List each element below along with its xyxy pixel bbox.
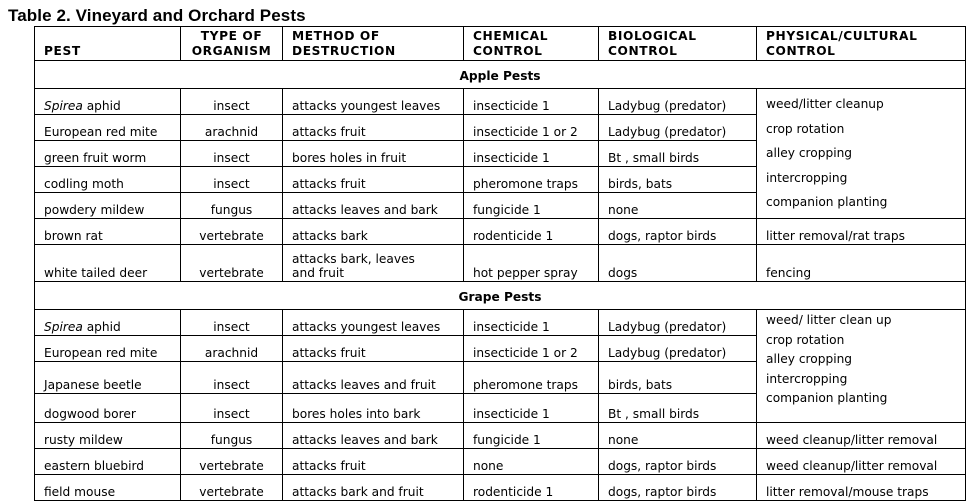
grape-section-header (35, 282, 966, 310)
table-row (35, 475, 966, 501)
organism-type-cell: fungus (181, 423, 283, 449)
organism-type-cell: arachnid (181, 115, 283, 141)
header-pest: PEST (35, 27, 181, 61)
method-cell: attacks fruit (283, 449, 464, 475)
pest-cell (35, 423, 181, 449)
header-physical: PHYSICAL/CULTURAL CONTROL (757, 27, 966, 61)
physical-control-cell: weed cleanup/litter removal (757, 449, 966, 475)
method-cell: attacks leaves and bark (283, 193, 464, 219)
chemical-control-cell: insecticide 1 (464, 89, 599, 115)
biological-control-cell: dogs, raptor birds (599, 219, 757, 245)
header-chemical: CHEMICAL CONTROL (464, 27, 599, 61)
physical-control-group (757, 310, 966, 423)
pest-name: European red mite (44, 125, 158, 139)
physical-control-item: companion planting (766, 195, 888, 209)
physical-control-item: weed/litter cleanup (766, 97, 884, 111)
biological-control-cell: none (599, 423, 757, 449)
pest-cell (35, 89, 181, 115)
physical-control-item: intercropping (766, 170, 848, 185)
method-cell: attacks youngest leaves (283, 89, 464, 115)
physical-control-item: alley cropping (766, 146, 853, 160)
pest-genus: Spirea (44, 99, 83, 113)
biological-control-cell: dogs (599, 245, 757, 282)
physical-control-cell: litter removal/rat traps (757, 219, 966, 245)
chemical-control-cell: insecticide 1 (464, 141, 599, 167)
table-row (35, 219, 966, 245)
chemical-control-cell: none (464, 449, 599, 475)
section-title: Apple Pests (35, 61, 966, 89)
table-row (35, 423, 966, 449)
physical-control-item: crop rotation (766, 121, 845, 136)
method-line: and fruit (292, 266, 344, 280)
table-row (35, 449, 966, 475)
organism-type-cell: fungus (181, 193, 283, 219)
physical-control-item: crop rotation (766, 332, 845, 347)
organism-type-cell: vertebrate (181, 449, 283, 475)
method-cell (283, 245, 464, 282)
organism-type-cell: insect (181, 167, 283, 193)
pest-name: dogwood borer (44, 407, 136, 421)
pest-cell (35, 449, 181, 475)
header-type: TYPE OF ORGANISM (181, 27, 283, 61)
header-biological: BIOLOGICAL CONTROL (599, 27, 757, 61)
pest-cell (35, 219, 181, 245)
pest-name: codling moth (44, 177, 124, 191)
pest-name: European red mite (44, 346, 158, 360)
chemical-control-cell: fungicide 1 (464, 193, 599, 219)
pest-cell (35, 336, 181, 362)
chemical-control-cell: rodenticide 1 (464, 475, 599, 501)
biological-control-cell: none (599, 193, 757, 219)
biological-control-cell: Bt , small birds (599, 141, 757, 167)
pest-cell (35, 362, 181, 394)
pest-name: aphid (82, 320, 121, 334)
table-row (35, 89, 966, 115)
method-cell: bores holes in fruit (283, 141, 464, 167)
method-cell: attacks bark and fruit (283, 475, 464, 501)
method-cell: attacks fruit (283, 115, 464, 141)
method-cell: attacks fruit (283, 336, 464, 362)
method-cell: attacks leaves and bark (283, 423, 464, 449)
pest-name: brown rat (44, 229, 103, 243)
pest-name: aphid (82, 99, 121, 113)
table-row (35, 245, 966, 282)
organism-type-cell: insect (181, 141, 283, 167)
pest-cell (35, 394, 181, 423)
chemical-control-cell: pheromone traps (464, 167, 599, 193)
pest-name: white tailed deer (44, 266, 148, 280)
organism-type-cell: insect (181, 362, 283, 394)
biological-control-cell: birds, bats (599, 167, 757, 193)
method-cell: attacks leaves and fruit (283, 362, 464, 394)
chemical-control-cell: insecticide 1 or 2 (464, 115, 599, 141)
chemical-control-cell: hot pepper spray (464, 245, 599, 282)
chemical-control-cell: insecticide 1 or 2 (464, 336, 599, 362)
table-row (35, 310, 966, 336)
header-row (35, 27, 966, 61)
pest-name: rusty mildew (44, 433, 123, 447)
pest-cell (35, 141, 181, 167)
chemical-control-cell: pheromone traps (464, 362, 599, 394)
biological-control-cell: dogs, raptor birds (599, 449, 757, 475)
organism-type-cell: insect (181, 394, 283, 423)
header-method: METHOD OF DESTRUCTION (283, 27, 464, 61)
pest-name: eastern bluebird (44, 459, 144, 473)
method-cell: attacks youngest leaves (283, 310, 464, 336)
chemical-control-cell: rodenticide 1 (464, 219, 599, 245)
physical-control-item: weed/ litter clean up (766, 313, 892, 327)
organism-type-cell: arachnid (181, 336, 283, 362)
biological-control-cell: Bt , small birds (599, 394, 757, 423)
pest-name: Japanese beetle (44, 378, 142, 392)
biological-control-cell: Ladybug (predator) (599, 89, 757, 115)
apple-section-header (35, 61, 966, 89)
pest-cell (35, 310, 181, 336)
method-cell: bores holes into bark (283, 394, 464, 423)
pest-name: field mouse (44, 485, 116, 499)
physical-control-item: alley cropping (766, 352, 853, 366)
physical-control-cell: litter removal/mouse traps (757, 475, 966, 501)
organism-type-cell: vertebrate (181, 219, 283, 245)
physical-control-group (757, 89, 966, 219)
organism-type-cell: vertebrate (181, 475, 283, 501)
chemical-control-cell: fungicide 1 (464, 423, 599, 449)
biological-control-cell: birds, bats (599, 362, 757, 394)
physical-control-item: intercropping (766, 371, 848, 386)
table-title: Table 2. Vineyard and Orchard Pests (8, 6, 306, 25)
pest-cell (35, 115, 181, 141)
chemical-control-cell: insecticide 1 (464, 394, 599, 423)
chemical-control-cell: insecticide 1 (464, 310, 599, 336)
biological-control-cell: Ladybug (predator) (599, 336, 757, 362)
organism-type-cell: insect (181, 89, 283, 115)
pest-name: powdery mildew (44, 203, 145, 217)
physical-control-item: companion planting (766, 391, 888, 405)
section-title: Grape Pests (35, 282, 966, 310)
physical-control-cell: weed cleanup/litter removal (757, 423, 966, 449)
pest-name: green fruit worm (44, 151, 147, 165)
biological-control-cell: Ladybug (predator) (599, 310, 757, 336)
organism-type-cell: vertebrate (181, 245, 283, 282)
pest-cell (35, 193, 181, 219)
pest-cell (35, 245, 181, 282)
organism-type-cell: insect (181, 310, 283, 336)
pest-cell (35, 167, 181, 193)
biological-control-cell: Ladybug (predator) (599, 115, 757, 141)
method-line: attacks bark, leaves (292, 252, 415, 266)
method-cell: attacks bark (283, 219, 464, 245)
physical-control-cell: fencing (757, 245, 966, 282)
pest-genus: Spirea (44, 320, 83, 334)
pest-cell (35, 475, 181, 501)
pest-table (34, 26, 966, 501)
method-cell: attacks fruit (283, 167, 464, 193)
biological-control-cell: dogs, raptor birds (599, 475, 757, 501)
